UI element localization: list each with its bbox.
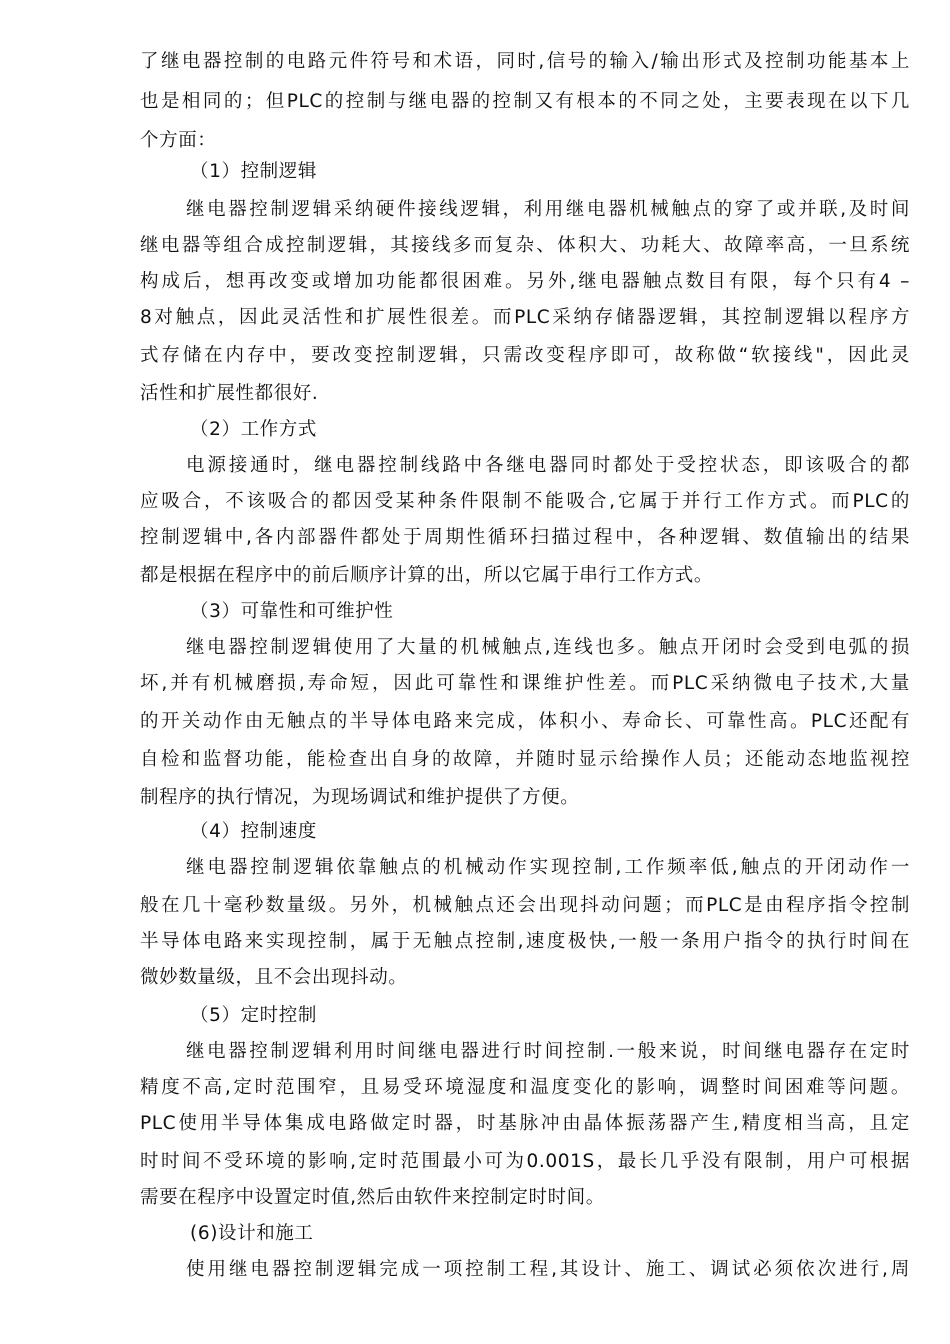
text-line: 控制逻辑中,各内部器件都处于周期性循环扫描过程中，各种逻辑、数值输出的结果 (140, 527, 910, 548)
text-line: 继电器等组合成控制逻辑，其接线多而复杂、体积大、功耗大、故障率高，一旦系统 (140, 235, 910, 256)
text-line: 构成后，想再改变或增加功能都很困难。另外,继电器触点数目有限，每个只有4 – (140, 271, 910, 292)
section-heading-timing-control: （5）定时控制 (190, 1005, 317, 1026)
text-line: 继电器控制逻辑依靠触点的机械动作实现控制,工作频率低,触点的开闭动作一 (186, 857, 910, 878)
text-line: 电源接通时，继电器控制线路中各继电器同时都处于受控状态，即该吸合的都 (186, 455, 910, 476)
text-line: 继电器控制逻辑利用时间继电器进行时间控制.一般来说，时间继电器存在定时 (186, 1041, 910, 1062)
text-line: 了继电器控制的电路元件符号和术语，同时,信号的输入/输出形式及控制功能基本上 (140, 51, 910, 72)
text-line: 活性和扩展性都很好. (140, 383, 319, 404)
text-line: 自检和监督功能，能检查出自身的故障，并随时显示给操作人员；还能动态地监视控 (140, 749, 910, 770)
text-line: 式存储在内存中，要改变控制逻辑，只需改变程序即可，故称做“软接线"，因此灵 (140, 345, 910, 366)
text-line: 半导体电路来实现控制，属于无触点控制,速度极快,一般一条用户指令的执行时间在 (140, 931, 910, 952)
text-line: 坏,并有机械磨损,寿命短，因此可靠性和课维护性差。而PLC采纳微电子技术,大量 (140, 673, 910, 694)
text-line: 的开关动作由无触点的半导体电路来完成，体积小、寿命长、可靠性高。PLC还配有 (140, 711, 910, 732)
text-line: 精度不高,定时范围窄，且易受环境湿度和温度变化的影响，调整时间困难等问题。 (140, 1077, 910, 1098)
text-line: PLC使用半导体集成电路做定时器，时基脉冲由晶体振荡器产生,精度相当高，且定 (140, 1113, 910, 1134)
section-heading-design-construction: (6)设计和施工 (190, 1223, 314, 1244)
text-line: 继电器控制逻辑采纳硬件接线逻辑，利用继电器机械触点的穿了或并联,及时间 (186, 199, 910, 220)
section-heading-control-logic: （1）控制逻辑 (190, 161, 317, 182)
text-line: 般在几十毫秒数量级。另外，机械触点还会出现抖动问题；而PLC是由程序指令控制 (140, 895, 910, 916)
text-line: 都是根据在程序中的前后顺序计算的出，所以它属于串行工作方式。 (140, 565, 714, 586)
text-line: 使用继电器控制逻辑完成一项控制工程,其设计、施工、调试必须依次进行,周 (186, 1259, 910, 1280)
text-line: 8对触点，因此灵活性和扩展性很差。而PLC采纳存储器逻辑，其控制逻辑以程序方 (140, 307, 910, 328)
text-line: 继电器控制逻辑使用了大量的机械触点,连线也多。触点开闭时会受到电弧的损 (186, 637, 910, 658)
text-line: 个方面： (140, 130, 217, 151)
text-line: 应吸合，不该吸合的都因受某种条件限制不能吸合,它属于并行工作方式。而PLC的 (140, 491, 910, 512)
text-line: 时时间不受环境的影响,定时范围最小可为0.001S，最长几乎没有限制，用户可根据 (140, 1151, 910, 1172)
text-line: 微妙数量级，且不会出现抖动。 (140, 967, 408, 988)
text-line: 需要在程序中设置定时值,然后由软件来控制定时时间。 (140, 1187, 605, 1208)
section-heading-reliability: （3）可靠性和可维护性 (190, 601, 394, 622)
section-heading-control-speed: （4）控制速度 (190, 821, 317, 842)
text-line: 也是相同的；但PLC的控制与继电器的控制又有根本的不同之处，主要表现在以下几 (140, 91, 910, 112)
text-line: 制程序的执行情况，为现场调试和维护提供了方便。 (140, 787, 580, 808)
section-heading-work-mode: （2）工作方式 (190, 419, 317, 440)
